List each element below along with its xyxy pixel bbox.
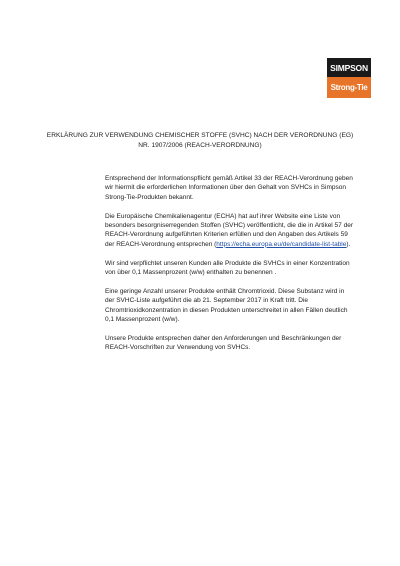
paragraph-5: Unsere Produkte entsprechen daher den Anforderungen und Beschränkungen der REACH-Vorschriften zur Verwendung von SVHCs. xyxy=(105,334,342,352)
document-title: ERKLÄRUNG ZUR VERWENDUNG CHEMISCHER STOFFE (SVHC) NACH DER VERORDNUNG (EG) NR. 1907/2006 (REACH-VERORDNUNG) xyxy=(46,132,354,149)
echa-candidate-list-link[interactable]: https://echa.europa.eu/de/candidate-list-table xyxy=(216,240,347,248)
paragraph-4: Eine geringe Anzahl unserer Produkte enthält Chromtrioxid. Diese Substanz wird in der SVHC-Liste aufgeführt die ab 21. September 2017 in Kraft tritt. Die Chromtrioxidkonzentration in diesen Produkten unterschreitet in allen Fällen deutlich 0,1 Massenprozent (w/w). xyxy=(105,287,348,324)
paragraph-2 xyxy=(105,212,355,250)
logo-top-text: SIMPSON xyxy=(327,58,371,77)
paragraph-2-end: ). xyxy=(346,240,351,248)
paragraph-3: Wir sind verpflichtet unseren Kunden alle Produkte die SVHCs in einer Konzentration von über 0,1 Massenprozent (w/w) enthalten zu benennen . xyxy=(105,259,350,277)
paragraph-1: Entsprechend der Informationspflicht gemäß Artikel 33 der REACH-Verordnung geben wir hiermit die erforderlichen Informationen über den Gehalt von SVHCs in Simpson Strong-Tie-Produkten bekannt. xyxy=(105,175,353,201)
simpson-strong-tie-logo xyxy=(327,58,371,98)
logo-bottom-text: Strong-Tie xyxy=(327,77,371,98)
document-body xyxy=(105,174,355,362)
paragraph-2-text: Die Europäische Chemikalienagentur (ECHA) hat auf ihrer Website eine Liste von besonders besorgniserregenden Stoffen (SVHC) veröffentlicht, die die in Artikel 57 der REACH-Verordnung aufgeführten Kriterien erfüllen und den Angaben des Artikels 59 der REACH-Verordnung entsprechen ( xyxy=(105,212,353,248)
